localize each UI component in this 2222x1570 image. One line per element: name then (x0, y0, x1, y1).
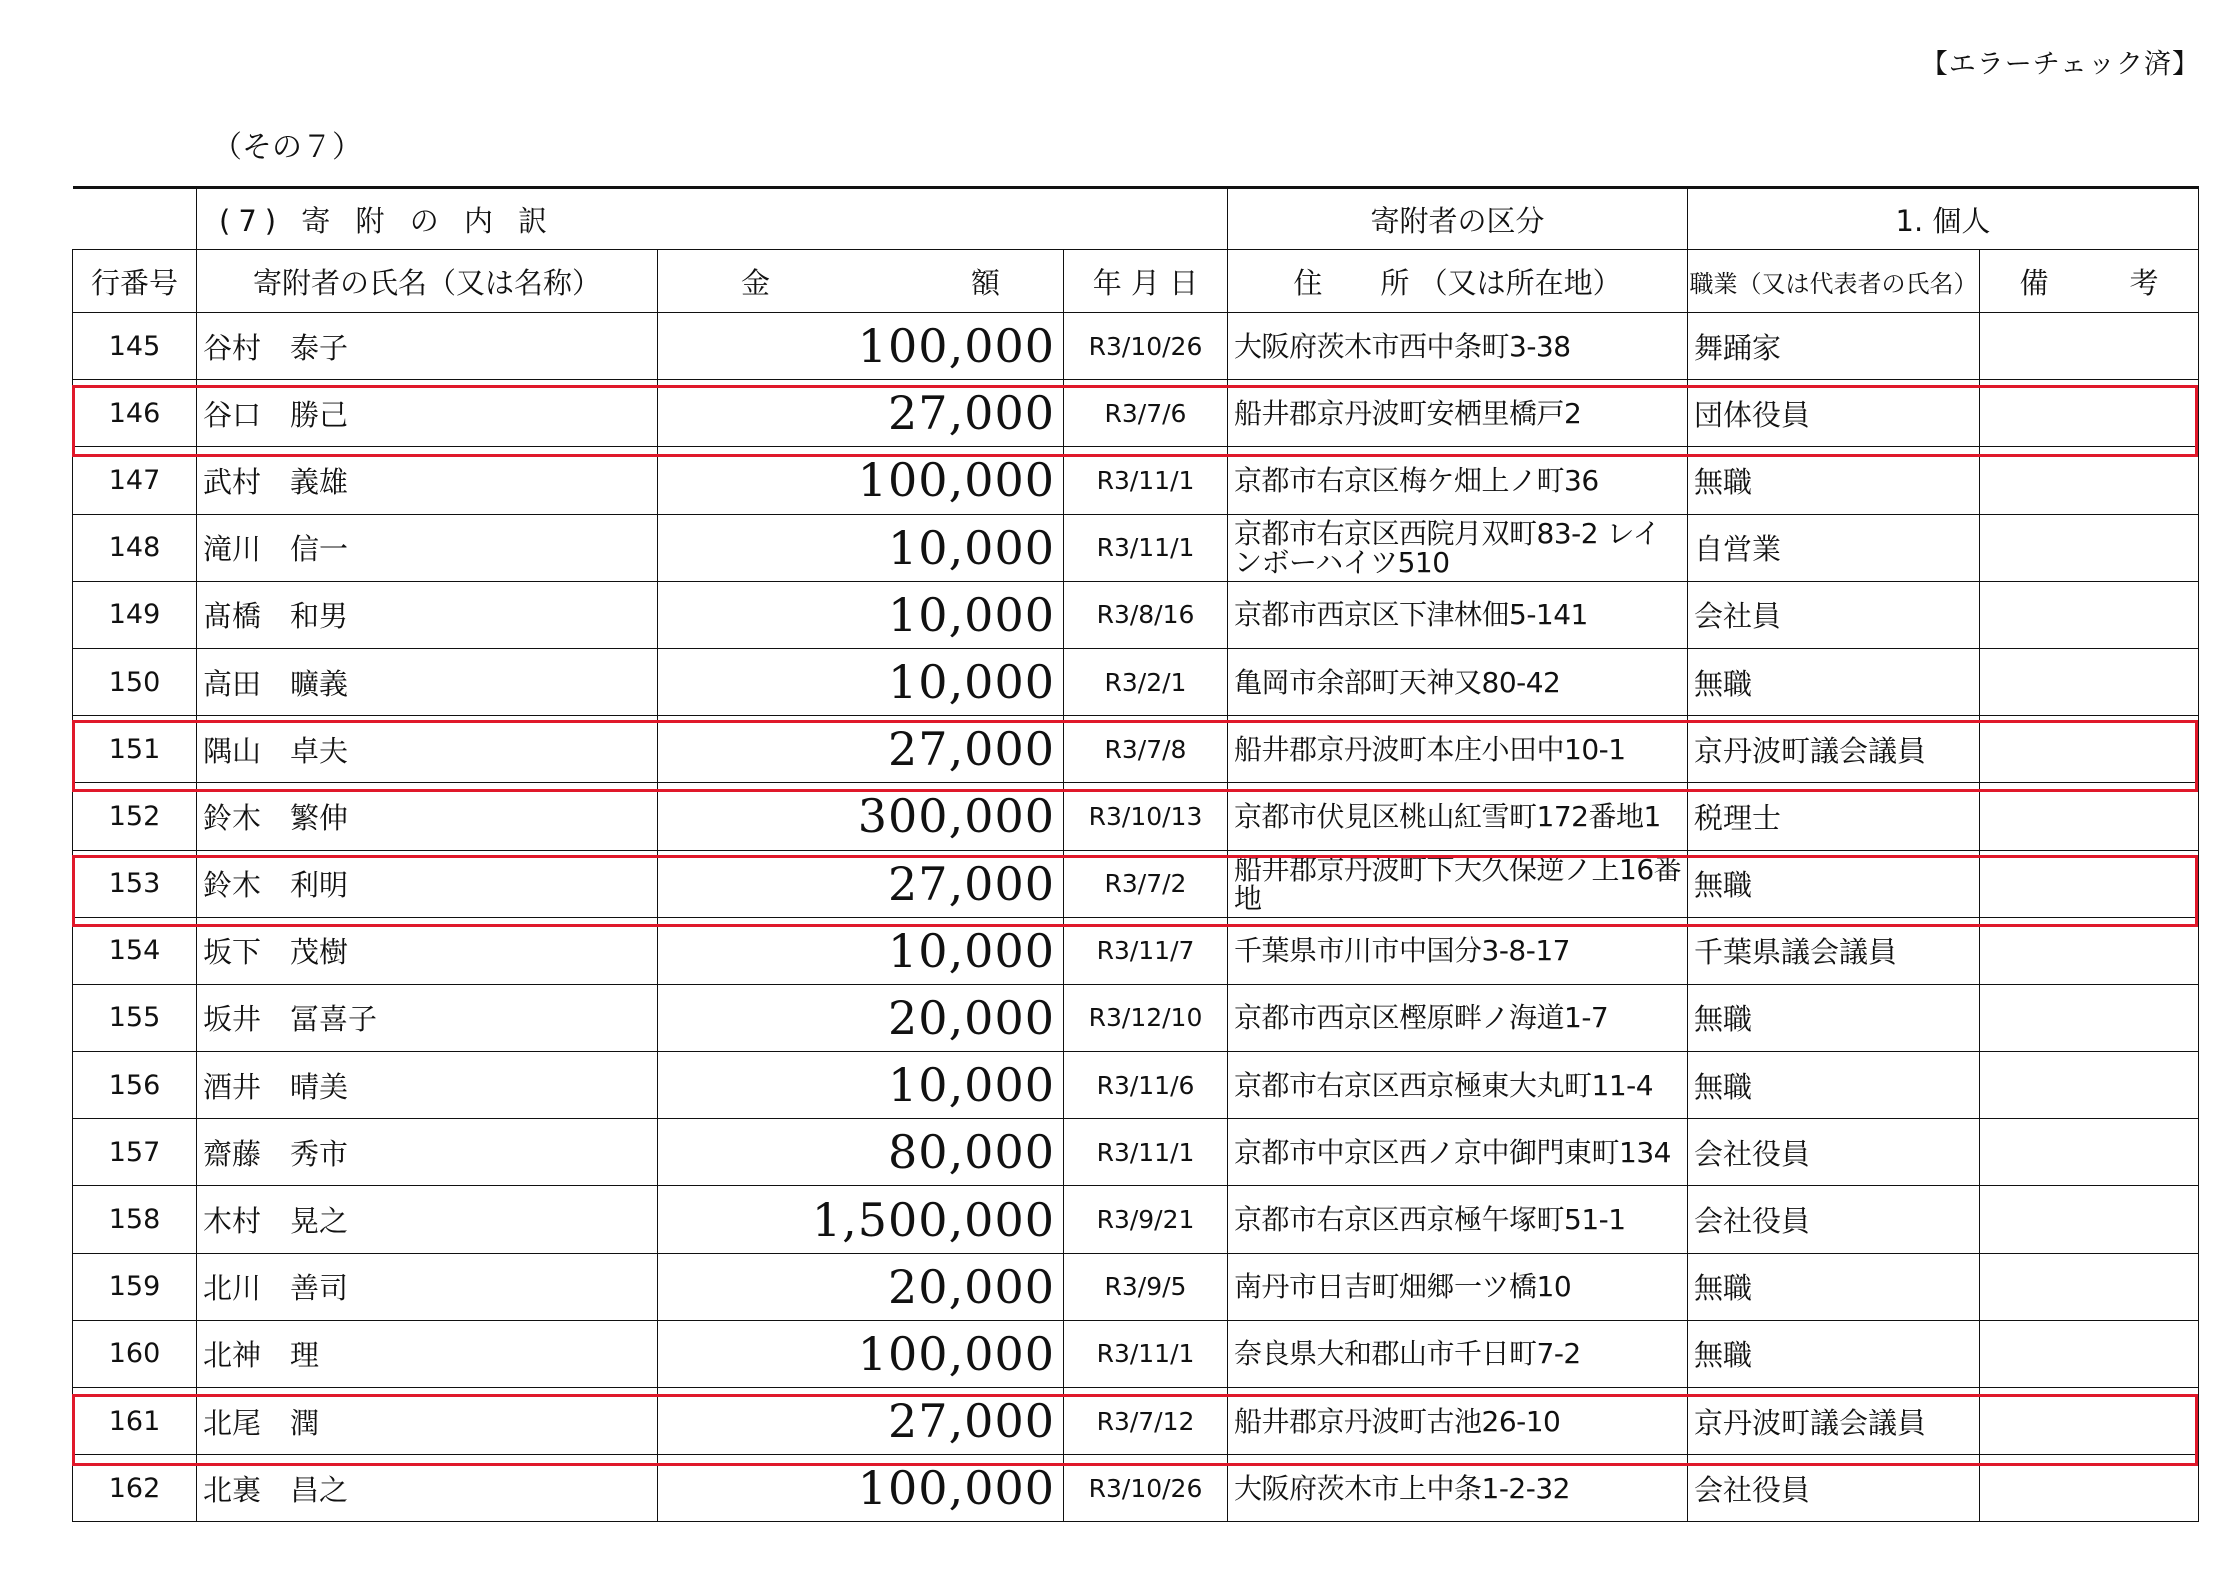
col-address (1228, 250, 1688, 313)
donation-table (72, 186, 2199, 1522)
table-row (73, 1186, 2199, 1253)
donor-address: 京都市右京区西京極午塚町51-1 (1228, 1186, 1688, 1253)
col-amount (658, 250, 1064, 313)
col-row-no: 行番号 (73, 250, 197, 313)
donor-name: 齋藤 秀市 (197, 1119, 658, 1186)
table-row (73, 581, 2199, 648)
remarks-cell (1980, 783, 2199, 850)
remarks-cell (1980, 1455, 2199, 1522)
row-number: 155 (73, 984, 197, 1051)
col-occupation: 職業（又は代表者の氏名） (1688, 250, 1980, 313)
donor-name: 北尾 潤 (197, 1388, 658, 1455)
row-number: 146 (73, 380, 197, 447)
donor-occupation: 京丹波町議会議員 (1688, 1388, 1980, 1455)
row-number: 162 (73, 1455, 197, 1522)
donor-address: 船井郡京丹波町安栖里橋戸2 (1228, 380, 1688, 447)
remarks-cell (1980, 1320, 2199, 1387)
table-row (73, 984, 2199, 1051)
remarks-cell (1980, 1052, 2199, 1119)
donation-amount: 27,000 (658, 850, 1064, 917)
donor-occupation: 無職 (1688, 850, 1980, 917)
donor-occupation: 千葉県議会議員 (1688, 917, 1980, 984)
table-row (73, 380, 2199, 447)
donation-amount: 300,000 (658, 783, 1064, 850)
donor-occupation: 舞踊家 (1688, 313, 1980, 380)
donation-amount: 80,000 (658, 1119, 1064, 1186)
remarks-cell (1980, 917, 2199, 984)
row-number: 161 (73, 1388, 197, 1455)
donation-date: R3/11/1 (1064, 1119, 1228, 1186)
donor-class-value: 1. 個人 (1688, 188, 2199, 250)
donation-date: R3/10/26 (1064, 313, 1228, 380)
donor-name: 北神 理 (197, 1320, 658, 1387)
donor-occupation: 会社役員 (1688, 1455, 1980, 1522)
table-row (73, 1052, 2199, 1119)
donor-name: 鈴木 利明 (197, 850, 658, 917)
donation-date: R3/11/7 (1064, 917, 1228, 984)
donation-amount: 100,000 (658, 447, 1064, 514)
col-amount-b: 額 (970, 265, 1000, 300)
col-address-b: （又は所在地） (1418, 265, 1622, 300)
donor-name: 北裏 昌之 (197, 1455, 658, 1522)
table-row (73, 716, 2199, 783)
donation-amount: 10,000 (658, 514, 1064, 581)
donor-address: 京都市伏見区桃山紅雪町172番地1 (1228, 783, 1688, 850)
row-number: 150 (73, 648, 197, 715)
row-number: 156 (73, 1052, 197, 1119)
row-number: 160 (73, 1320, 197, 1387)
remarks-cell (1980, 313, 2199, 380)
blank-corner (73, 188, 197, 250)
donor-address: 京都市右京区梅ケ畑上ノ町36 (1228, 447, 1688, 514)
donation-amount: 100,000 (658, 313, 1064, 380)
row-number: 159 (73, 1253, 197, 1320)
row-number: 145 (73, 313, 197, 380)
row-number: 157 (73, 1119, 197, 1186)
donor-name: 坂井 冨喜子 (197, 984, 658, 1051)
donor-address: 南丹市日吉町畑郷一ツ橋10 (1228, 1253, 1688, 1320)
donation-date: R3/7/2 (1064, 850, 1228, 917)
table-row (73, 1119, 2199, 1186)
donor-name: 坂下 茂樹 (197, 917, 658, 984)
donor-name: 酒井 晴美 (197, 1052, 658, 1119)
donation-date: R3/7/12 (1064, 1388, 1228, 1455)
donor-address: 京都市西京区樫原畔ノ海道1-7 (1228, 984, 1688, 1051)
donation-date: R3/11/1 (1064, 1320, 1228, 1387)
donation-date: R3/11/1 (1064, 447, 1228, 514)
table-row (73, 313, 2199, 380)
table-row (73, 850, 2199, 917)
table-row (73, 514, 2199, 581)
row-number: 151 (73, 716, 197, 783)
donor-address: 京都市中京区西ノ京中御門東町134 (1228, 1119, 1688, 1186)
donation-amount: 100,000 (658, 1455, 1064, 1522)
col-address-a: 住 所 (1293, 265, 1410, 300)
donor-class-label: 寄附者の区分 (1228, 188, 1688, 250)
col-date: 年 月 日 (1064, 250, 1228, 313)
table-row (73, 1253, 2199, 1320)
remarks-cell (1980, 380, 2199, 447)
row-number: 152 (73, 783, 197, 850)
row-number: 153 (73, 850, 197, 917)
donor-address: 大阪府茨木市上中条1-2-32 (1228, 1455, 1688, 1522)
donor-address: 奈良県大和郡山市千日町7-2 (1228, 1320, 1688, 1387)
donation-amount: 10,000 (658, 1052, 1064, 1119)
donation-date: R3/7/8 (1064, 716, 1228, 783)
donor-name: 鈴木 繁伸 (197, 783, 658, 850)
page-label: （その７） (212, 130, 362, 165)
table-row (73, 1455, 2199, 1522)
remarks-cell (1980, 984, 2199, 1051)
donor-occupation: 自営業 (1688, 514, 1980, 581)
remarks-cell (1980, 1253, 2199, 1320)
remarks-cell (1980, 648, 2199, 715)
row-number: 154 (73, 917, 197, 984)
donation-date: R3/8/16 (1064, 581, 1228, 648)
table-row (73, 783, 2199, 850)
table-row (73, 917, 2199, 984)
donor-name: 谷口 勝己 (197, 380, 658, 447)
donor-name: 滝川 信一 (197, 514, 658, 581)
donation-amount: 1,500,000 (658, 1186, 1064, 1253)
donation-date: R3/10/13 (1064, 783, 1228, 850)
donor-name: 髙橋 和男 (197, 581, 658, 648)
donation-amount: 10,000 (658, 917, 1064, 984)
donor-occupation: 無職 (1688, 984, 1980, 1051)
donor-address: 大阪府茨木市西中条町3-38 (1228, 313, 1688, 380)
donor-address: 船井郡京丹波町本庄小田中10-1 (1228, 716, 1688, 783)
col-remarks-b: 考 (2129, 265, 2159, 300)
col-remarks-a: 備 (2019, 265, 2049, 300)
donor-occupation: 無職 (1688, 648, 1980, 715)
row-number: 148 (73, 514, 197, 581)
donor-occupation: 団体役員 (1688, 380, 1980, 447)
donor-occupation: 無職 (1688, 1320, 1980, 1387)
row-number: 149 (73, 581, 197, 648)
donation-date: R3/11/1 (1064, 514, 1228, 581)
col-name: 寄附者の氏名（又は名称） (197, 250, 658, 313)
donor-name: 木村 晃之 (197, 1186, 658, 1253)
donation-amount: 20,000 (658, 1253, 1064, 1320)
donor-name: 谷村 泰子 (197, 313, 658, 380)
table-row (73, 1388, 2199, 1455)
donation-date: R3/2/1 (1064, 648, 1228, 715)
donation-date: R3/12/10 (1064, 984, 1228, 1051)
col-remarks (1980, 250, 2199, 313)
row-number: 158 (73, 1186, 197, 1253)
donor-address: 京都市西京区下津林佃5-141 (1228, 581, 1688, 648)
donor-occupation: 会社役員 (1688, 1119, 1980, 1186)
row-number: 147 (73, 447, 197, 514)
donor-address: 京都市右京区西京極東大丸町11-4 (1228, 1052, 1688, 1119)
column-header-row (73, 250, 2199, 313)
donor-address: 亀岡市余部町天神又80-42 (1228, 648, 1688, 715)
remarks-cell (1980, 1119, 2199, 1186)
remarks-cell (1980, 581, 2199, 648)
donor-name: 北川 善司 (197, 1253, 658, 1320)
donor-occupation: 税理士 (1688, 783, 1980, 850)
donation-amount: 10,000 (658, 581, 1064, 648)
remarks-cell (1980, 716, 2199, 783)
donation-date: R3/9/21 (1064, 1186, 1228, 1253)
donor-occupation: 無職 (1688, 1253, 1980, 1320)
table-row (73, 1320, 2199, 1387)
donor-occupation: 会社役員 (1688, 1186, 1980, 1253)
donation-date: R3/9/5 (1064, 1253, 1228, 1320)
donation-date: R3/11/6 (1064, 1052, 1228, 1119)
donor-occupation: 会社員 (1688, 581, 1980, 648)
donor-address: 京都市右京区西院月双町83-2 レインボーハイツ510 (1228, 514, 1688, 581)
remarks-cell (1980, 850, 2199, 917)
donor-address: 千葉県市川市中国分3-8-17 (1228, 917, 1688, 984)
donation-amount: 27,000 (658, 1388, 1064, 1455)
donor-name: 高田 曠義 (197, 648, 658, 715)
remarks-cell (1980, 447, 2199, 514)
error-check-stamp: 【エラーチェック済】 (1920, 49, 2200, 80)
donor-name: 武村 義雄 (197, 447, 658, 514)
remarks-cell (1980, 514, 2199, 581)
donation-amount: 27,000 (658, 716, 1064, 783)
section-header-row (73, 188, 2199, 250)
donor-address: 船井郡京丹波町古池26-10 (1228, 1388, 1688, 1455)
table-row (73, 447, 2199, 514)
donation-date: R3/10/26 (1064, 1455, 1228, 1522)
donor-occupation: 無職 (1688, 447, 1980, 514)
donor-occupation: 京丹波町議会議員 (1688, 716, 1980, 783)
remarks-cell (1980, 1186, 2199, 1253)
donor-address: 船井郡京丹波町下大久保逆ノ上16番地 (1228, 850, 1688, 917)
donation-amount: 27,000 (658, 380, 1064, 447)
section-title: (7) 寄 附 の 内 訳 (197, 188, 1228, 250)
table-row (73, 648, 2199, 715)
donation-date: R3/7/6 (1064, 380, 1228, 447)
donation-amount: 20,000 (658, 984, 1064, 1051)
donor-occupation: 無職 (1688, 1052, 1980, 1119)
donation-amount: 10,000 (658, 648, 1064, 715)
remarks-cell (1980, 1388, 2199, 1455)
donor-name: 隅山 卓夫 (197, 716, 658, 783)
col-amount-a: 金 (740, 265, 770, 300)
donation-amount: 100,000 (658, 1320, 1064, 1387)
